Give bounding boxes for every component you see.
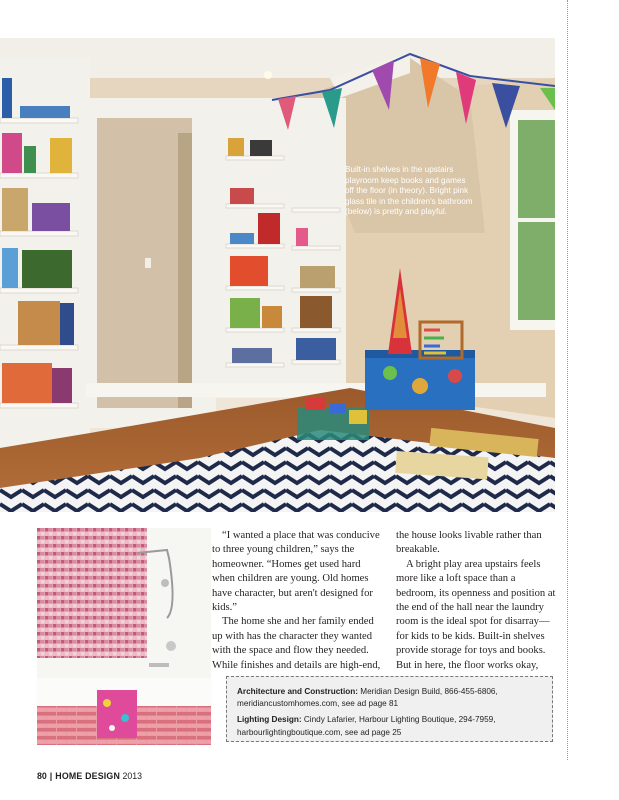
playroom-photo — [0, 38, 555, 512]
footer-separator: | — [49, 771, 53, 781]
credit-text: meridiancustomhomes.com, see ad page 81 — [237, 699, 399, 709]
credit-text: harbourlightingboutique.com, see ad page 25 — [237, 727, 402, 737]
article-paragraph: the house looks livable rather than breakable. — [396, 530, 542, 556]
article-paragraph — [396, 558, 556, 688]
article-paragraph-text: A bright play area upstairs feels more like a loft space than a bedroom, its openness and position at the end of the hall near the laundry room is the ideal spot for disarray—for kids to be kids. Built-in shelves provide storage for toys and books. But in here, the floor works okay, — [396, 558, 556, 671]
credit-text: Meridian Design Build, 866-455-6806, — [360, 687, 498, 696]
article-column-2 — [396, 529, 556, 687]
article-column-1 — [212, 529, 383, 673]
credit-label: Architecture and Construction: — [237, 687, 359, 696]
article-paragraph: The home she and her family ended up with has the character they wanted with the space and flow they needed. While finishes and details are high-end, — [212, 616, 381, 671]
article-paragraph: “I wanted a place that was conducive to three young children,” says the homeowner. “Homes get used hard when children are young. Old homes have character, but aren't designed for kids.” — [212, 530, 380, 614]
credit-label: Lighting Design: — [237, 715, 302, 725]
magazine-name: HOME DESIGN — [55, 771, 121, 781]
photo-caption: Built-in shelves in the upstairs playroom keep books and games off the floor (in theory). Bright pink glass tile in the children's bathroom (below) is pretty and playful. — [345, 165, 473, 217]
page-margin-guide — [567, 0, 568, 760]
credits-box — [226, 676, 553, 742]
bathroom-photo — [37, 528, 211, 745]
page-number: 80 — [37, 771, 47, 781]
credit-text: Cindy Lafarier, Harbour Lighting Boutique, 294-7959, — [303, 715, 496, 725]
issue-year: 2013 — [122, 771, 143, 781]
page-footer — [37, 771, 142, 781]
